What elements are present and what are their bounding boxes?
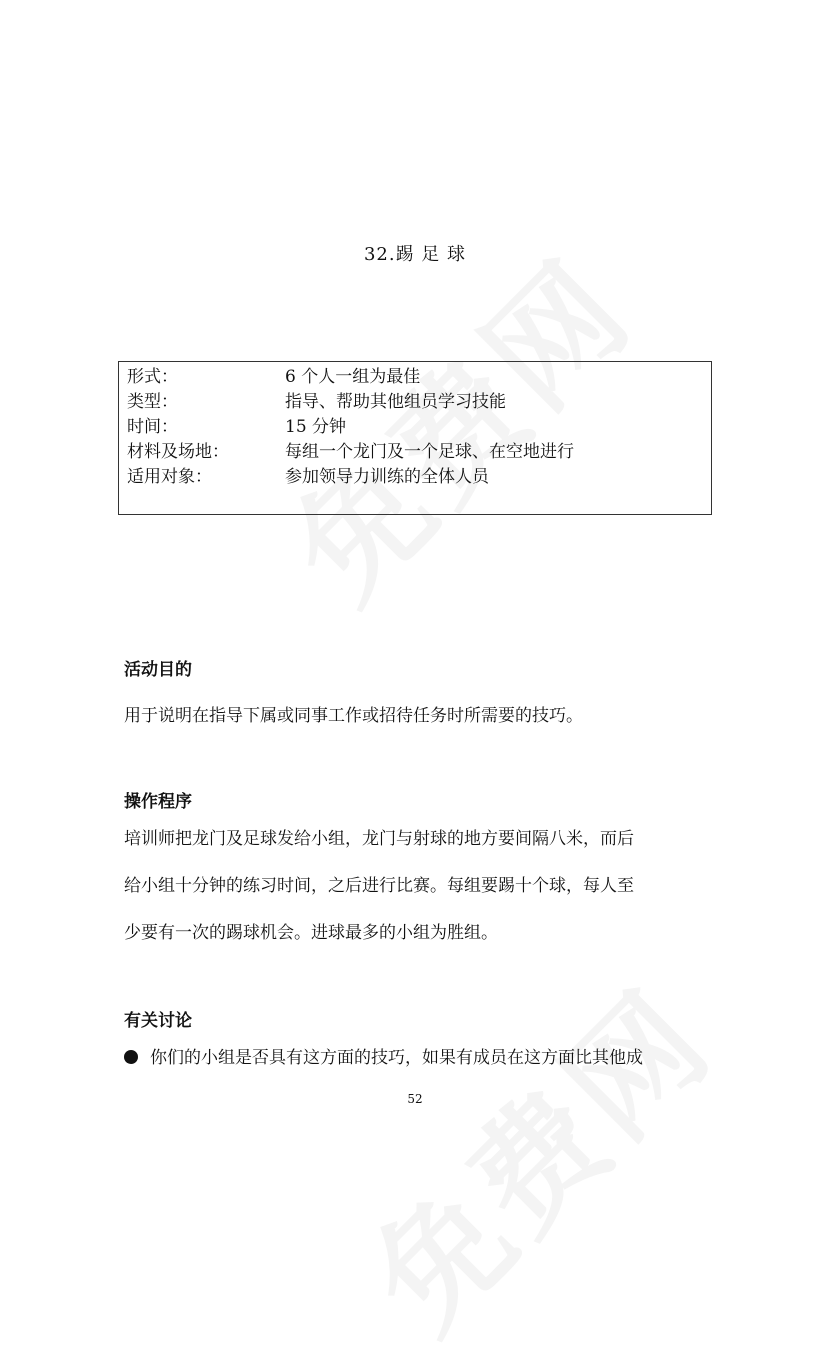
info-box (118, 361, 712, 515)
info-label: 形式： (127, 367, 178, 387)
procedure-line: 少要有一次的踢球机会。进球最多的小组为胜组。 (124, 923, 498, 943)
procedure-line: 培训师把龙门及足球发给小组，龙门与射球的地方要间隔八米，而后 (124, 829, 634, 849)
bullet-text: 你们的小组是否具有这方面的技巧，如果有成员在这方面比其他成 (150, 1048, 643, 1068)
info-value: 每组一个龙门及一个足球、在空地进行 (285, 442, 574, 462)
section-heading-discussion: 有关讨论 (124, 1011, 192, 1031)
procedure-line: 给小组十分钟的练习时间，之后进行比赛。每组要踢十个球，每人至 (124, 876, 634, 896)
watermark (324, 943, 745, 1364)
info-value: 指导、帮助其他组员学习技能 (285, 392, 506, 412)
info-value: 15 分钟 (285, 417, 347, 437)
discussion-bullet (124, 1044, 643, 1072)
info-value: 参加领导力训练的全体人员 (285, 467, 489, 487)
info-label: 类型： (127, 392, 178, 412)
purpose-text: 用于说明在指导下属或同事工作或招待任务时所需要的技巧。 (124, 706, 583, 726)
info-value: 6 个人一组为最佳 (285, 367, 421, 387)
info-label: 适用对象： (127, 467, 212, 487)
section-heading-purpose: 活动目的 (124, 660, 192, 680)
section-heading-procedure: 操作程序 (124, 792, 192, 812)
bullet-icon (124, 1050, 138, 1064)
info-label: 时间： (127, 417, 178, 437)
page-title: 32.踢 足 球 (363, 244, 467, 265)
info-label: 材料及场地： (127, 442, 229, 462)
page-number: 52 (407, 1092, 423, 1106)
